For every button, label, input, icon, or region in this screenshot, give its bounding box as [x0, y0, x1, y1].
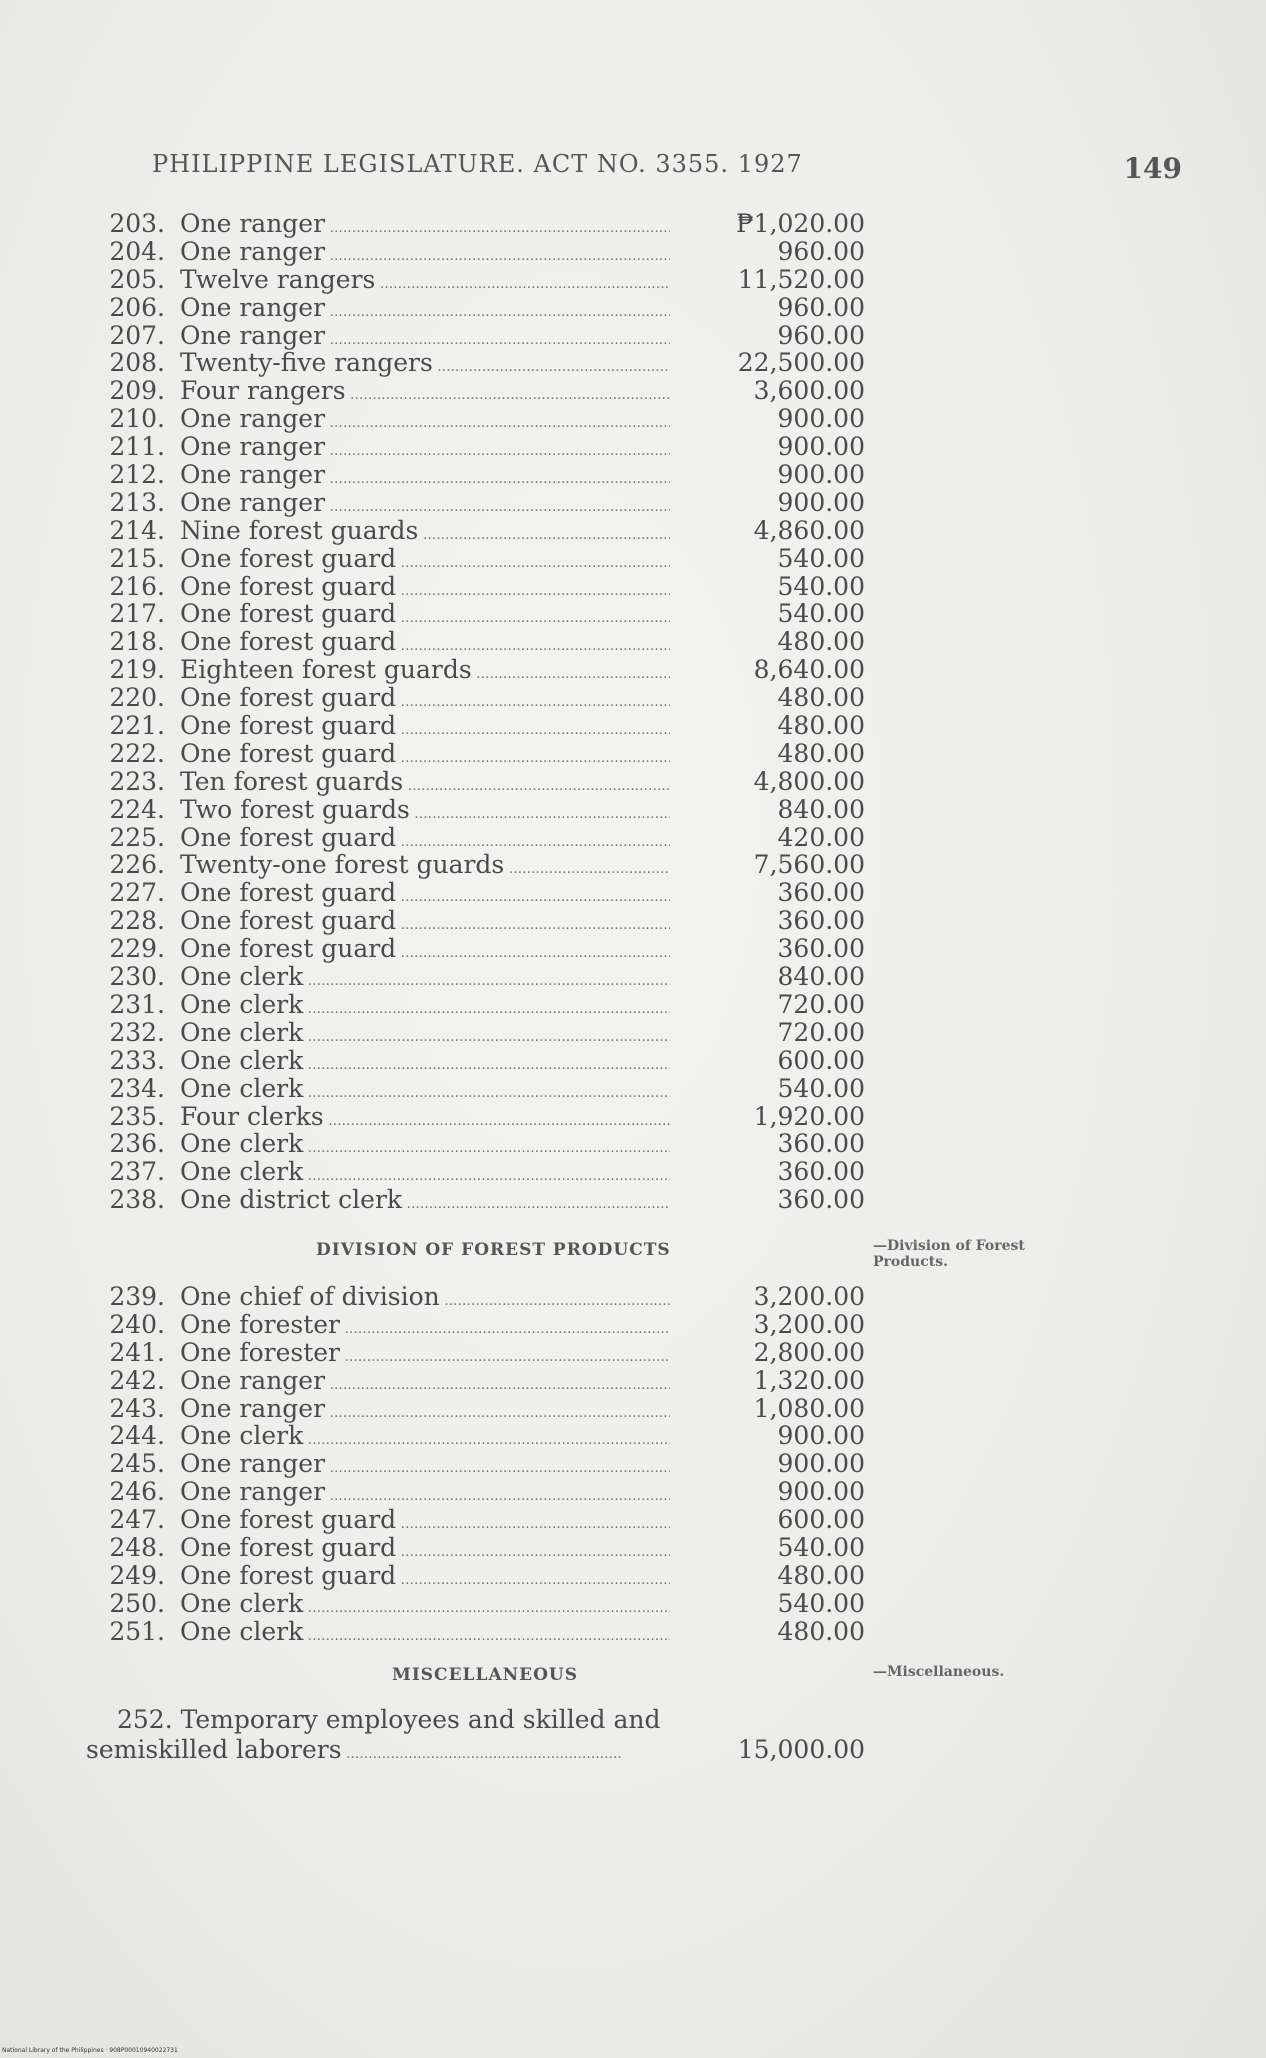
list-item — [0, 1311, 1266, 1339]
item-description: One forest guard ..... — [180, 1534, 670, 1567]
item-description: One chief of division ..... — [180, 1283, 670, 1316]
item-amount: 480.00 — [777, 711, 865, 741]
misc-item-amount: 15,000.00 — [737, 1735, 865, 1764]
item-number: 240. — [109, 1309, 165, 1339]
item-number: 234. — [109, 1073, 165, 1103]
item-number: 233. — [109, 1045, 165, 1075]
item-description: Two forest guards ..... — [180, 796, 670, 829]
item-amount: 360.00 — [777, 1157, 865, 1187]
item-number: 218. — [109, 627, 165, 657]
item-amount: 360.00 — [777, 906, 865, 936]
list-item — [0, 1450, 1266, 1478]
item-amount: 540.00 — [777, 543, 865, 573]
item-description: One forest guard ..... — [180, 545, 670, 578]
item-number: 229. — [109, 934, 165, 964]
item-amount: 900.00 — [777, 1477, 865, 1507]
item-number: 210. — [109, 404, 165, 434]
item-number: 251. — [109, 1616, 165, 1646]
section-heading-miscellaneous: MISCELLANEOUS — [392, 1665, 579, 1685]
list-item — [0, 1047, 1266, 1075]
item-description: One clerk ..... — [180, 1019, 670, 1052]
item-number: 244. — [109, 1421, 165, 1451]
margin-note-forest-products: —Division of Forest Products. — [873, 1238, 1025, 1270]
list-item — [0, 489, 1266, 517]
item-amount: 600.00 — [777, 1045, 865, 1075]
item-amount: 480.00 — [777, 683, 865, 713]
list-item — [0, 768, 1266, 796]
item-amount: 600.00 — [777, 1505, 865, 1535]
misc-item-desc: semiskilled laborers — [86, 1735, 342, 1764]
item-amount: 960.00 — [777, 320, 865, 350]
list-item — [0, 740, 1266, 768]
item-amount: 720.00 — [777, 989, 865, 1019]
scan-credit: National Library of the Philippines · 908P00010940022731 — [2, 2047, 178, 2054]
item-amount: 900.00 — [777, 487, 865, 517]
item-number: 203. — [109, 209, 165, 238]
list-item — [0, 461, 1266, 489]
list-item — [0, 1367, 1266, 1395]
item-number: 232. — [109, 1017, 165, 1047]
item-amount: 360.00 — [777, 1185, 865, 1215]
item-description: One forest guard ..... — [180, 573, 670, 606]
item-description: One ranger ..... — [180, 1395, 670, 1428]
item-number: 235. — [109, 1101, 165, 1131]
list-item — [0, 1130, 1266, 1158]
item-description: One clerk ..... — [180, 1590, 670, 1623]
list-item — [0, 824, 1266, 852]
item-number: 237. — [109, 1157, 165, 1187]
item-number: 216. — [109, 571, 165, 601]
item-number: 230. — [109, 962, 165, 992]
list-item — [0, 238, 1266, 266]
item-number: 241. — [109, 1337, 165, 1367]
item-number: 207. — [109, 320, 165, 350]
list-item — [0, 1186, 1266, 1214]
item-description: One forester ..... — [180, 1311, 670, 1344]
list-item — [0, 1019, 1266, 1047]
item-amount: 22,500.00 — [737, 348, 865, 378]
item-description: One ranger ..... — [180, 1450, 670, 1483]
list-item — [0, 684, 1266, 712]
item-amount: 480.00 — [777, 1560, 865, 1590]
item-amount: 1,080.00 — [753, 1393, 865, 1423]
item-number: 224. — [109, 794, 165, 824]
item-description: One forest guard ..... — [180, 740, 670, 773]
item-amount: 2,800.00 — [753, 1337, 865, 1367]
item-amount: 960.00 — [777, 236, 865, 266]
list-item — [0, 712, 1266, 740]
item-description: Eighteen forest guards ..... — [180, 656, 670, 689]
item-number: 231. — [109, 989, 165, 1019]
item-description: One ranger ..... — [180, 210, 670, 243]
item-description: Four clerks ..... — [180, 1103, 670, 1136]
item-number: 222. — [109, 738, 165, 768]
list-item — [0, 1075, 1266, 1103]
item-description: One forest guard ..... — [180, 879, 670, 912]
item-number: 211. — [109, 432, 165, 462]
list-item — [0, 294, 1266, 322]
item-number: 225. — [109, 822, 165, 852]
list-item — [0, 349, 1266, 377]
item-number: 219. — [109, 655, 165, 685]
item-number: 242. — [109, 1365, 165, 1395]
item-number: 223. — [109, 766, 165, 796]
list-item — [0, 628, 1266, 656]
item-amount: 900.00 — [777, 1449, 865, 1479]
item-description: Nine forest guards ..... — [180, 517, 670, 550]
item-description: Twenty-one forest guards ..... — [180, 851, 670, 884]
item-amount: 900.00 — [777, 404, 865, 434]
item-description: One forest guard ..... — [180, 907, 670, 940]
item-number: 215. — [109, 543, 165, 573]
list-item — [0, 266, 1266, 294]
item-amount: 3,200.00 — [753, 1282, 865, 1311]
list-item — [0, 879, 1266, 907]
item-amount: 480.00 — [777, 738, 865, 768]
misc-item-line2 — [86, 1735, 622, 1769]
item-amount: 540.00 — [777, 1533, 865, 1563]
item-description: One clerk ..... — [180, 963, 670, 996]
section-heading-forest-products: DIVISION OF FOREST PRODUCTS — [316, 1240, 671, 1260]
list-item — [0, 377, 1266, 405]
item-amount: 11,520.00 — [737, 264, 865, 294]
item-number: 238. — [109, 1185, 165, 1215]
margin-note-miscellaneous: —Miscellaneous. — [873, 1664, 1005, 1680]
item-amount: 480.00 — [777, 627, 865, 657]
item-description: One ranger ..... — [180, 238, 670, 271]
item-description: One ranger ..... — [180, 433, 670, 466]
item-amount: 4,800.00 — [753, 766, 865, 796]
item-amount: 480.00 — [777, 1616, 865, 1646]
page-header — [152, 150, 1182, 190]
list-item — [0, 1395, 1266, 1423]
list-item — [0, 600, 1266, 628]
item-description: One ranger ..... — [180, 405, 670, 438]
item-description: One forest guard ..... — [180, 628, 670, 661]
item-number: 249. — [109, 1560, 165, 1590]
list-item — [0, 210, 1266, 238]
item-amount: 540.00 — [777, 599, 865, 629]
item-amount: 420.00 — [777, 822, 865, 852]
item-description: One ranger ..... — [180, 489, 670, 522]
item-description: One district clerk ..... — [180, 1186, 670, 1219]
item-description: One forest guard ..... — [180, 712, 670, 745]
list-item — [0, 851, 1266, 879]
item-description: One ranger ..... — [180, 1478, 670, 1511]
item-description: One clerk ..... — [180, 1047, 670, 1080]
item-description: One ranger ..... — [180, 1367, 670, 1400]
list-item — [0, 1158, 1266, 1186]
item-description: One ranger ..... — [180, 322, 670, 355]
item-description: One clerk ..... — [180, 1130, 670, 1163]
item-amount: 540.00 — [777, 1588, 865, 1618]
misc-item-line1: 252. Temporary employees and skilled and — [117, 1705, 661, 1734]
list-item — [0, 1562, 1266, 1590]
item-number: 217. — [109, 599, 165, 629]
item-description: Ten forest guards ..... — [180, 768, 670, 801]
item-number: 212. — [109, 460, 165, 490]
item-amount: 900.00 — [777, 432, 865, 462]
list-item — [0, 1590, 1266, 1618]
item-number: 221. — [109, 711, 165, 741]
item-number: 246. — [109, 1477, 165, 1507]
list-item — [0, 517, 1266, 545]
item-amount: 900.00 — [777, 460, 865, 490]
item-amount: 360.00 — [777, 878, 865, 908]
item-amount: 840.00 — [777, 962, 865, 992]
list-item — [0, 991, 1266, 1019]
item-description: One ranger ..... — [180, 294, 670, 327]
dot-leader: .............................................................. — [341, 1746, 622, 1762]
list-item — [0, 1103, 1266, 1131]
item-description: One forest guard ..... — [180, 824, 670, 857]
item-number: 220. — [109, 683, 165, 713]
item-number: 204. — [109, 236, 165, 266]
item-number: 209. — [109, 376, 165, 406]
list-item — [0, 1618, 1266, 1646]
list-item — [0, 545, 1266, 573]
item-number: 213. — [109, 487, 165, 517]
item-description: One forest guard ..... — [180, 935, 670, 968]
list-item — [0, 1422, 1266, 1450]
item-amount: 7,560.00 — [753, 850, 865, 880]
page-number: 149 — [1123, 152, 1182, 185]
list-item — [0, 1339, 1266, 1367]
item-description: One forest guard ..... — [180, 1506, 670, 1539]
item-amount: 900.00 — [777, 1421, 865, 1451]
list-item — [0, 405, 1266, 433]
item-description: One forest guard ..... — [180, 600, 670, 633]
item-number: 236. — [109, 1129, 165, 1159]
item-number: 228. — [109, 906, 165, 936]
list-item — [0, 907, 1266, 935]
list-item — [0, 796, 1266, 824]
item-amount: 360.00 — [777, 1129, 865, 1159]
running-title: PHILIPPINE LEGISLATURE. ACT NO. 3355. 1927 — [152, 150, 803, 178]
list-item — [0, 573, 1266, 601]
item-number: 248. — [109, 1533, 165, 1563]
item-amount: 1,320.00 — [753, 1365, 865, 1395]
item-number: 250. — [109, 1588, 165, 1618]
item-amount: 3,200.00 — [753, 1309, 865, 1339]
item-amount: 720.00 — [777, 1017, 865, 1047]
item-number: 239. — [109, 1282, 165, 1311]
item-number: 205. — [109, 264, 165, 294]
item-number: 245. — [109, 1449, 165, 1479]
item-number: 243. — [109, 1393, 165, 1423]
item-description: Twelve rangers ..... — [180, 266, 670, 299]
item-amount: ₱1,020.00 — [736, 209, 865, 238]
forest-products-list — [0, 1283, 1266, 1646]
item-amount: 3,600.00 — [753, 376, 865, 406]
item-description: Four rangers ..... — [180, 377, 670, 410]
item-number: 226. — [109, 850, 165, 880]
item-description: One clerk ..... — [180, 991, 670, 1024]
appropriation-list — [0, 210, 1266, 1214]
item-number: 214. — [109, 515, 165, 545]
item-amount: 960.00 — [777, 292, 865, 322]
item-description: One clerk ..... — [180, 1075, 670, 1108]
item-amount: 540.00 — [777, 1073, 865, 1103]
item-number: 208. — [109, 348, 165, 378]
list-item — [0, 322, 1266, 350]
item-number: 247. — [109, 1505, 165, 1535]
item-amount: 4,860.00 — [753, 515, 865, 545]
item-description: Twenty-five rangers ..... — [180, 349, 670, 382]
item-number: 227. — [109, 878, 165, 908]
list-item — [0, 963, 1266, 991]
item-amount: 360.00 — [777, 934, 865, 964]
item-amount: 8,640.00 — [753, 655, 865, 685]
item-number: 206. — [109, 292, 165, 322]
list-item — [0, 1506, 1266, 1534]
item-description: One clerk ..... — [180, 1422, 670, 1455]
item-amount: 540.00 — [777, 571, 865, 601]
item-amount: 1,920.00 — [753, 1101, 865, 1131]
item-amount: 840.00 — [777, 794, 865, 824]
list-item — [0, 433, 1266, 461]
list-item — [0, 1283, 1266, 1311]
item-description: One forest guard ..... — [180, 1562, 670, 1595]
item-description: One clerk ..... — [180, 1618, 670, 1651]
item-description: One clerk ..... — [180, 1158, 670, 1191]
item-description: One forest guard ..... — [180, 684, 670, 717]
list-item — [0, 1534, 1266, 1562]
list-item — [0, 656, 1266, 684]
item-description: One forester ..... — [180, 1339, 670, 1372]
item-description: One ranger ..... — [180, 461, 670, 494]
list-item — [0, 1478, 1266, 1506]
list-item — [0, 935, 1266, 963]
